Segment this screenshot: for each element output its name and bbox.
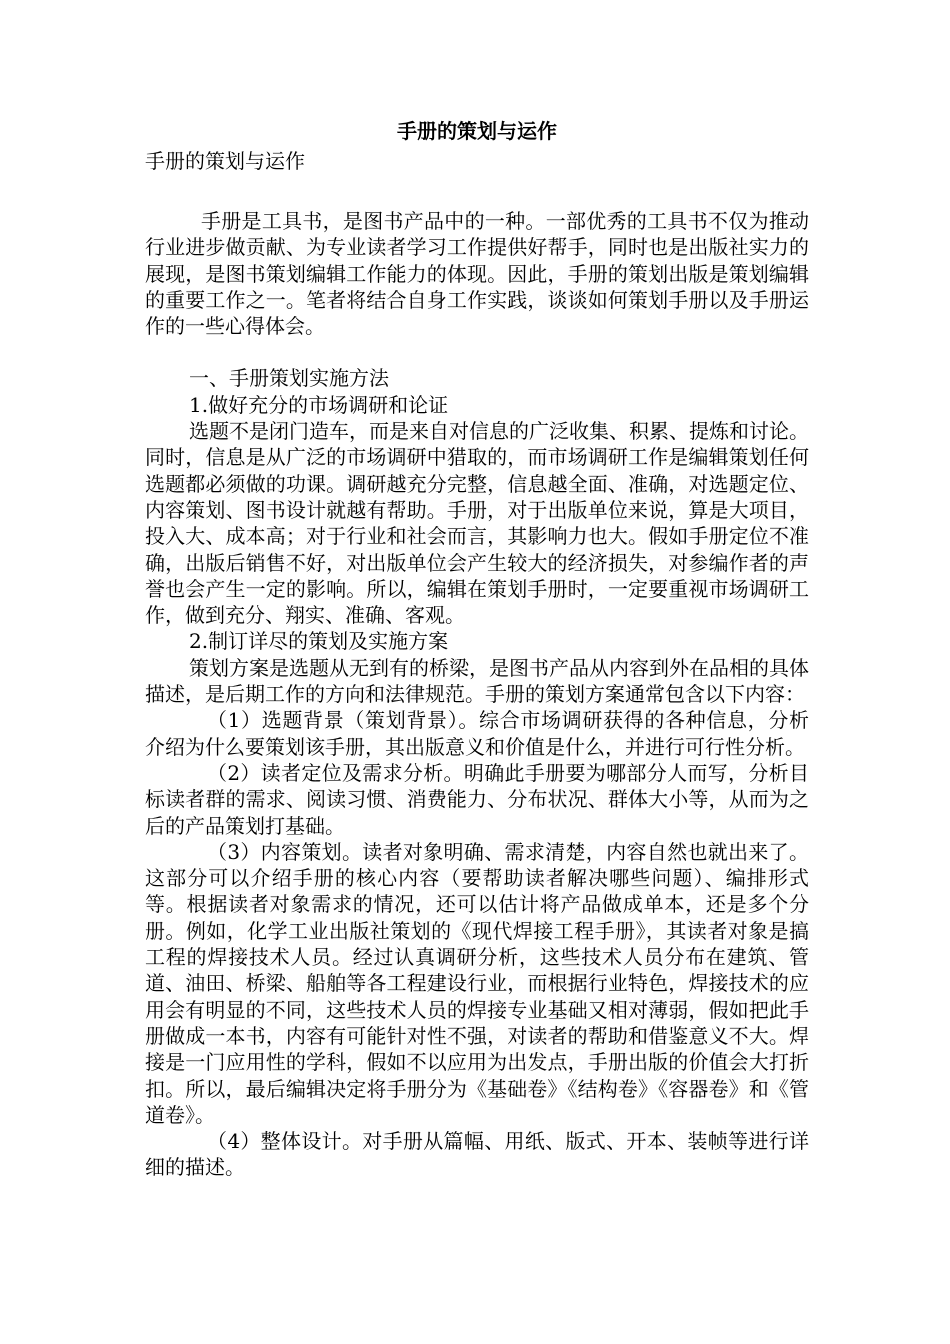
- document-title: 手册的策划与运作: [397, 119, 557, 143]
- subsection-heading: 2.制订详尽的策划及实施方案: [189, 629, 449, 654]
- list-item: （3）内容策划。读者对象明确、需求清楚，内容自然也就出来了。这部分可以介绍手册的核心内容（要帮助读者解决哪些问题）、编排形式等。根据读者对象需求的情况，还可以估计将产品做成单本，还是多个分册。例如，化学工业出版社策划的《现代焊接工程手册》，其读者对象是搞工程的焊接技术人员。经过认真调研分析，这些技术人员分布在建筑、管道、油田、桥梁、船舶等各工程建设行业，而根据行业特色，焊接技术的应用会有明显的不同，这些技术人员的焊接专业基础又相对薄弱，假如把此手册做成一本书，内容有可能针对性不强，对读者的帮助和借鉴意义不大。焊接是一门应用性的学科，假如不以应用为出发点，手册出版的价值会大打折扣。所以，最后编辑决定将手册分为《基础卷》《结构卷》《容器卷》和《管道卷》。: [145, 839, 809, 1127]
- section-heading: 一、手册策划实施方法: [189, 366, 389, 391]
- document-page: [145, 118, 809, 1181]
- intro-paragraph: 手册是工具书，是图书产品中的一种。一部优秀的工具书不仅为推动行业进步做贡献、为专业读者学习工作提供好帮手，同时也是出版社实力的展现，是图书策划编辑工作能力的体现。因此，手册的策划出版是策划编辑的重要工作之一。笔者将结合自身工作实践，谈谈如何策划手册以及手册运作的一些心得体会。: [145, 209, 809, 339]
- document-subtitle: 手册的策划与运作: [145, 149, 305, 173]
- body-paragraph: 策划方案是选题从无到有的桥梁，是图书产品从内容到外在品相的具体描述，是后期工作的方向和法律规范。手册的策划方案通常包含以下内容：: [145, 655, 809, 707]
- subsection-heading: 1.做好充分的市场调研和论证: [189, 392, 449, 417]
- spacer: [145, 339, 809, 365]
- body-paragraph: 选题不是闭门造车，而是来自对信息的广泛收集、积累、提炼和讨论。同时，信息是从广泛的市场调研中猎取的，而市场调研工作是编辑策划任何选题都必须做的功课。调研越充分完整，信息越全面、准确，对选题定位、内容策划、图书设计就越有帮助。手册，对于出版单位来说，算是大项目，投入大、成本高；对于行业和社会而言，其影响力也大。假如手册定位不准确，出版后销售不好，对出版单位会产生较大的经济损失，对参编作者的声誉也会产生一定的影响。所以，编辑在策划手册时，一定要重视市场调研工作，做到充分、翔实、准确、客观。: [145, 419, 809, 628]
- list-item: （2）读者定位及需求分析。明确此手册要为哪部分人而写，分析目标读者群的需求、阅读习惯、消费能力、分布状况、群体大小等，从而为之后的产品策划打基础。: [145, 760, 809, 838]
- list-item: （4）整体设计。对手册从篇幅、用纸、版式、开本、装帧等进行详细的描述。: [145, 1129, 809, 1180]
- spacer: [145, 182, 809, 208]
- list-item: （1）选题背景（策划背景）。综合市场调研获得的各种信息，分析介绍为什么要策划该手册，其出版意义和价值是什么，并进行可行性分析。: [145, 708, 809, 759]
